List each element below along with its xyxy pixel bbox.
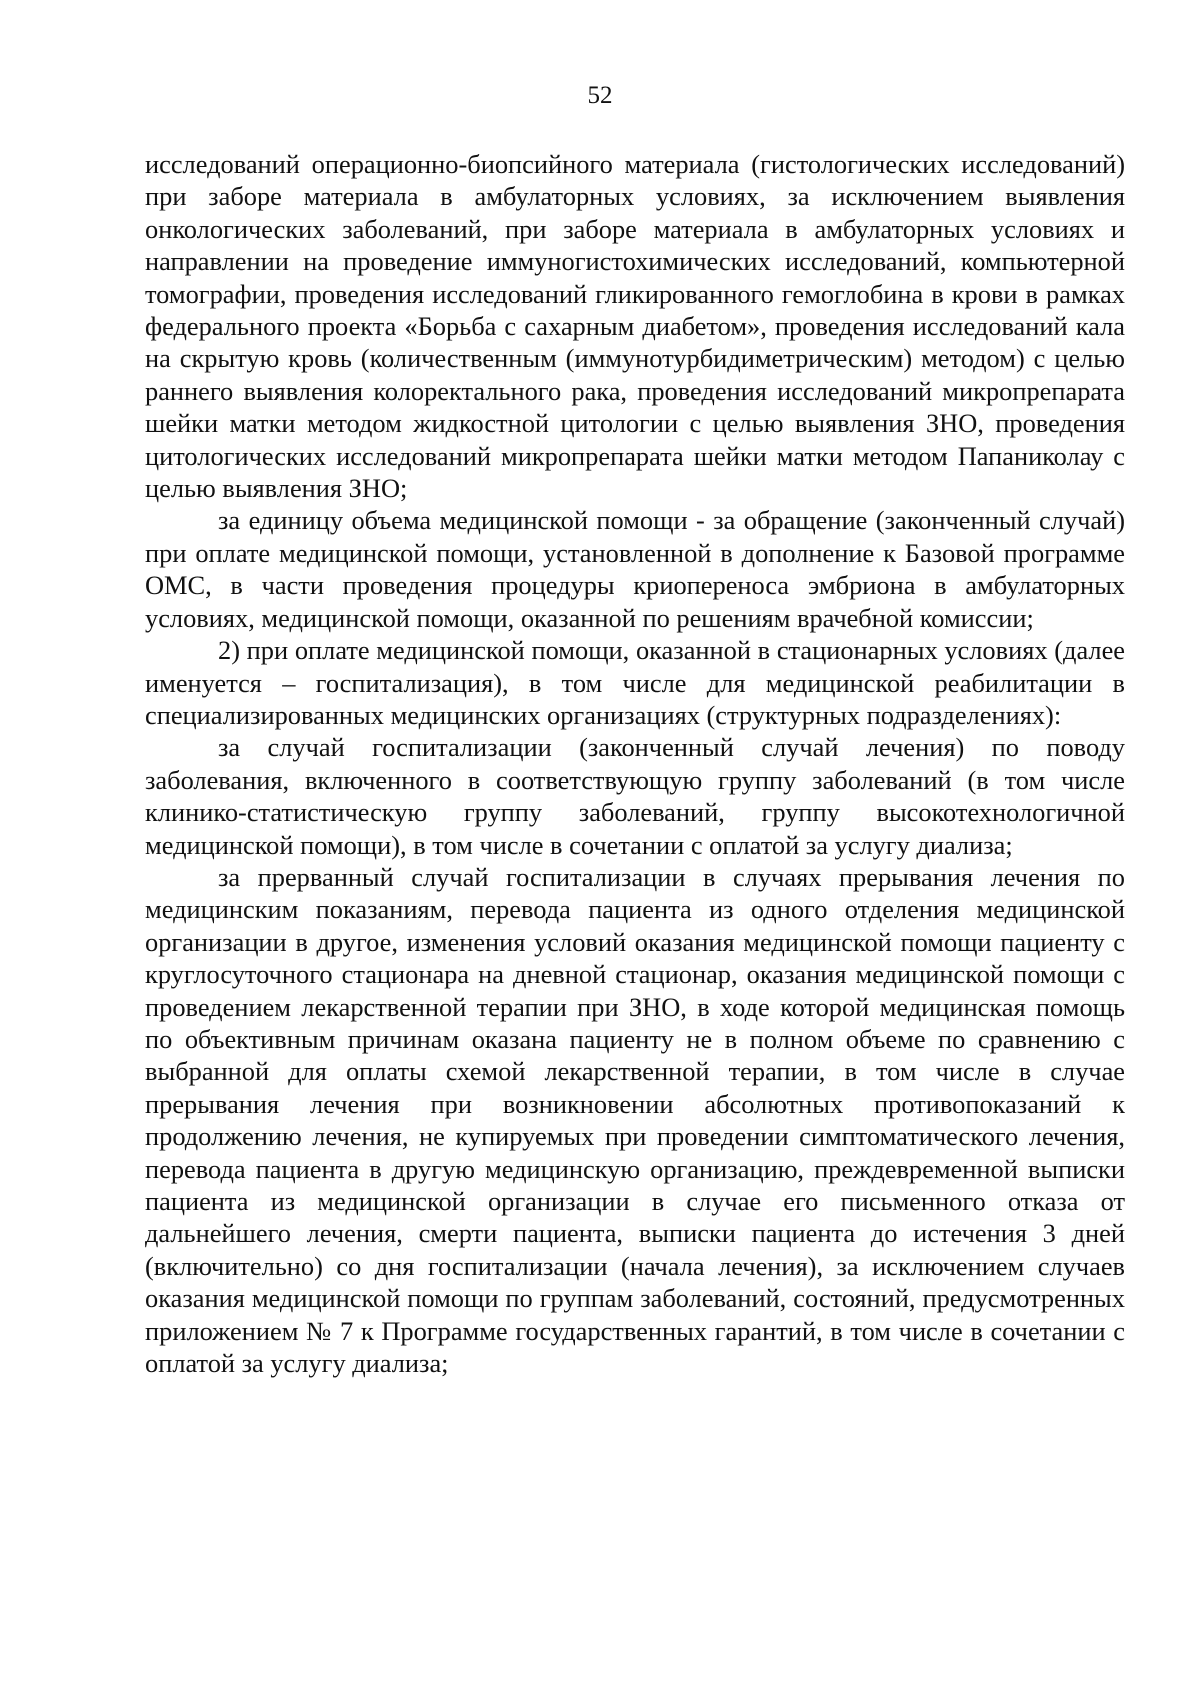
paragraph: исследований операционно-биопсийного материала (гистологических исследований) при заборе материала в амбулаторных условиях, за исключением выявления онкологических заболеваний, при заборе материала в амбулаторных условиях и направлении на проведение иммуногистохимических исследований, компьютерной томографии, проведения исследований гликированного гемоглобина в крови в рамках федерального проекта «Борьба с сахарным диабетом», проведения исследований кала на скрытую кровь (количественным (иммунотурбидиметрическим) методом) с целью раннего выявления колоректального рака, проведения исследований микропрепарата шейки матки методом жидкостной цитологии с целью выявления ЗНО, проведения цитологических исследований микропрепарата шейки матки методом Папаниколау с целью выявления ЗНО; [145, 149, 1125, 504]
paragraph: за случай госпитализации (законченный случай лечения) по поводу заболевания, включенного в соответствующую группу заболеваний (в том числе клинико-статистическую группу заболеваний, группу высокотехнологичной медицинской помощи), в том числе в сочетании с оплатой за услугу диализа; [145, 732, 1125, 860]
paragraph: за прерванный случай госпитализации в случаях прерывания лечения по медицинским показаниям, перевода пациента из одного отделения медицинской организации в другое, изменения условий оказания медицинской помощи пациенту с круглосуточного стационара на дневной стационар, оказания медицинской помощи с проведением лекарственной терапии при ЗНО, в ходе которой медицинская помощь по объективным причинам оказана пациенту не в полном объеме по сравнению с выбранной для оплаты схемой лекарственной терапии, в том числе в случае прерывания лечения при возникновении абсолютных противопоказаний к продолжению лечения, не купируемых при проведении симптоматического лечения, перевода пациента в другую медицинскую организацию, преждевременной выписки пациента из медицинской организации в случае его письменного отказа от дальнейшего лечения, смерти пациента, выписки пациента до истечения 3 дней (включительно) со дня госпитализации (начала лечения), за исключением случаев оказания медицинской помощи по группам заболеваний, состояний, предусмотренных приложением № 7 к Программе государственных гарантий, в том числе в сочетании с оплатой за услугу диализа; [145, 861, 1125, 1379]
page-number: 52 [587, 82, 613, 109]
paragraph: за единицу объема медицинской помощи - за обращение (законченный случай) при оплате медицинской помощи, установленной в дополнение к Базовой программе ОМС, в части проведения процедуры криопереноса эмбриона в амбулаторных условиях, медицинской помощи, оказанной по решениям врачебной комиссии; [145, 505, 1125, 633]
paragraph: 2) при оплате медицинской помощи, оказанной в стационарных условиях (далее именуется – госпитализация), в том числе для медицинской реабилитации в специализированных медицинских организациях (структурных подразделениях): [145, 635, 1125, 730]
document-body [145, 148, 1125, 1379]
